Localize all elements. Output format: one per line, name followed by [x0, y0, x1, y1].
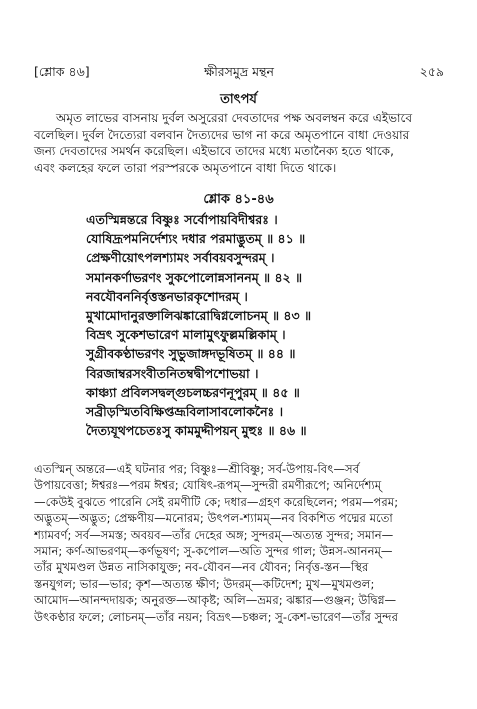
verse-line: সুগ্রীবকণ্ঠাভরণং সুভুজাঙ্গদভূষিতম্ ॥ ৪৪ ॥: [86, 346, 296, 362]
synonyms-line: আমোদ—আনন্দদায়ক; অনুরক্ত—আকৃষ্ট; অলি—ভ্রমর; ঝঙ্কার—গুঞ্জন; উদ্বিগ্ন—: [34, 593, 397, 608]
chapter-title: ক্ষীরসমুদ্র মন্থন: [204, 64, 274, 79]
verse-line: প্রেক্ষণীয়োৎপলশ্যামং সর্বাবয়বসুন্দরম্ ।: [86, 250, 275, 266]
purport-line: বলেছিল। দুর্বল দৈত্যেরা বলবান দৈত্যদের ভাগ না করে অমৃতপানে বাধা দেওয়ার: [34, 127, 410, 142]
purport-title: তাৎপর্য: [220, 92, 257, 107]
synonyms-line: উপায়বেত্তা; ঈশ্বরঃ—পরম ঈশ্বর; যোষিৎ-রূপম্—সুন্দরী রমণীরূপে; অনির্দেশ্যম্: [34, 478, 382, 493]
purport-line: জন্য দেবতাদের সমর্থন করেছিল। এইভাবে তাদের মধ্যে মতানৈক্য হতে থাকে,: [34, 144, 394, 159]
verse-title: শ্লোক ৪১-৪৬: [203, 192, 274, 207]
verse-line: এতস্মিন্নন্তরে বিষ্ণুঃ সর্বোপায়বিদীশ্বরঃ ।: [86, 212, 278, 227]
purport-line: এবং কলহের ফলে তারা পরস্পরকে অমৃতপানে বাধা দিতে থাকে।: [34, 160, 337, 175]
verse-line: দৈত্যযূথপচেতঃসু কামমুদ্দীপয়ন্ মুহুঃ ॥ ৪৬ ॥: [86, 423, 307, 439]
section-label: [শ্লোক ৪৬]: [34, 64, 90, 79]
verse-line: নবযৌবননির্বৃত্তস্তনভারকৃশোদরম্ ।: [86, 288, 248, 304]
page-header: [34, 64, 444, 84]
purport-line: অমৃত লাভের বাসনায় দুর্বল অসুরেরা দেবতাদের পক্ষ অবলম্বন করে এইভাবে: [56, 111, 413, 125]
verse-line: কাঞ্চ্যা প্রবিলসদ্বল্গুচলচ্চরণনূপুরম্ ॥ ৪৫ ॥: [86, 384, 300, 400]
verse-line: বিভ্রৎ সুকেশভারেণ মালামুৎফুল্লমল্লিকাম্ ।: [86, 327, 286, 343]
verse-block: [86, 210, 446, 440]
synonyms-line: —কেউই বুঝতে পারেনি সেই রমণীটি কে; দধার—গ্রহণ করেছিলেন; পরম—পরম;: [34, 494, 399, 509]
page-number: ২৫৯: [419, 64, 444, 79]
verse-line: বিরজাম্বরসংবীতনিতম্বদ্বীপশোভয়া ।: [86, 365, 259, 381]
synonyms-line: তাঁর মুখমণ্ডল উন্নত নাসিকাযুক্ত; নব-যৌবন—নব যৌবন; নির্বৃত্ত-স্তন—স্থির: [34, 560, 369, 575]
synonyms-line: এতস্মিন্ অন্তরে—এই ঘটনার পর; বিষ্ণুঃ—শ্রীবিষ্ণু; সর্ব-উপায়-বিৎ—সর্ব: [34, 462, 360, 476]
synonyms-paragraph: [34, 461, 446, 625]
verse-line: সব্রীড়স্মিতবিক্ষিপ্তভ্রূবিলাসাবলোকনৈঃ ।: [86, 404, 284, 420]
synonyms-line: শ্যামবর্ণ; সর্ব—সমস্ত; অবয়ব—তাঁর দেহের অঙ্গ; সুন্দরম্—অত্যন্ত সুন্দর; সমান—: [34, 527, 394, 542]
synonyms-line: সমান; কর্ণ-আভরণম্—কর্ণভূষণ; সু-কপোল—অতি সুন্দর গাল; উন্নস-আননম্—: [34, 544, 393, 559]
purport-paragraph: [34, 110, 444, 176]
verse-line: মুখামোদানুরক্তালিঝঙ্কারোদ্বিগ্নলোচনম্ ॥ ৪৩ ॥: [86, 308, 312, 324]
verse-line: যোষিদ্রূপমনির্দেশ্যং দধার পরমাদ্ভুতম্ ॥ ৪১ ॥: [86, 231, 306, 247]
synonyms-line: অদ্ভুতম্—অদ্ভুত; প্রেক্ষণীয়—মনোরম; উৎপল-শ্যামম্—নব বিকশিত পদ্মের মতো: [34, 511, 393, 526]
synonyms-line: স্তনযুগল; ভার—ভার; কৃশ—অত্যন্ত ক্ষীণ; উদরম্—কটিদেশ; মুখ—মুখমণ্ডল;: [34, 576, 375, 591]
synonyms-line: উৎকণ্ঠার ফলে; লোচনম্—তাঁর নয়ন; বিভ্রৎ—চঞ্চল; সু-কেশ-ভারেণ—তাঁর সুন্দর: [34, 609, 398, 624]
verse-line: সমানকর্ণাভরণং সুকপোলোন্নসাননম্ ॥ ৪২ ॥: [86, 269, 303, 285]
